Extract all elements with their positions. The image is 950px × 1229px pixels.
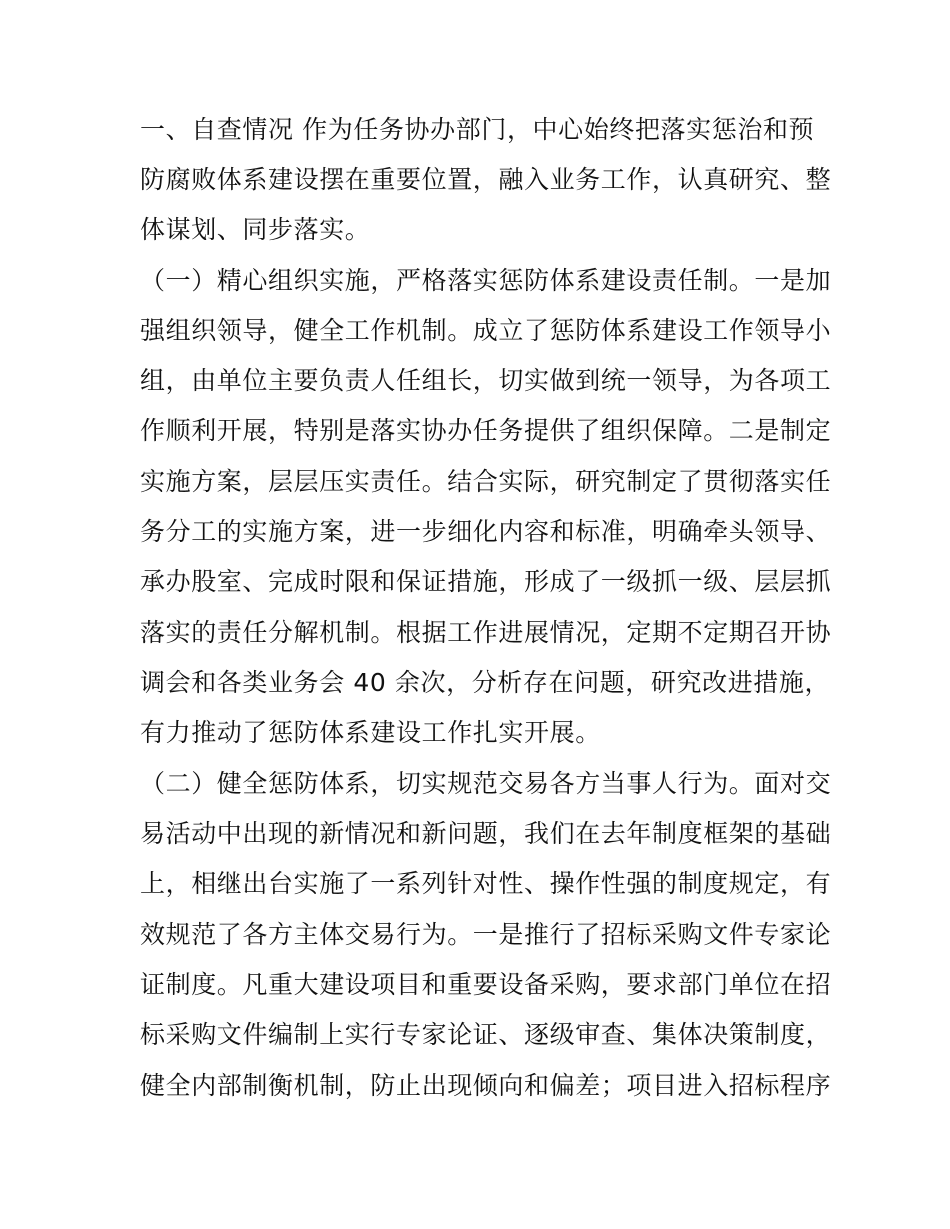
text-line: 上，相继出台实施了一系列针对性、操作性强的制度规定，有 bbox=[140, 869, 832, 898]
text-line: 务分工的实施方案，进一步细化内容和标准，明确牵头领导、 bbox=[140, 517, 832, 546]
text-line: 承办股室、完成时限和保证措施，形成了一级抓一级、层层抓 bbox=[140, 567, 832, 596]
text-line: 作顺利开展，特别是落实协办任务提供了组织保障。二是制定 bbox=[140, 416, 832, 445]
text-line: 组，由单位主要负责人任组长，切实做到统一领导，为各项工 bbox=[140, 366, 832, 395]
text-line: 有力推动了惩防体系建设工作扎实开展。 bbox=[140, 718, 601, 747]
text-line: （一）精心组织实施，严格落实惩防体系建设责任制。一是加 bbox=[140, 266, 832, 295]
text-line: 效规范了各方主体交易行为。一是推行了招标采购文件专家论 bbox=[140, 920, 832, 949]
text-line: 标采购文件编制上实行专家论证、逐级审查、集体决策制度， bbox=[140, 1020, 832, 1049]
text-line: 调会和各类业务会 40 余次，分析存在问题，研究改进措施， bbox=[140, 668, 831, 697]
text-line: 实施方案，层层压实责任。结合实际，研究制定了贯彻落实任 bbox=[140, 467, 832, 496]
text-line: （二）健全惩防体系，切实规范交易各方当事人行为。面对交 bbox=[140, 769, 832, 798]
text-line: 防腐败体系建设摆在重要位置，融入业务工作，认真研究、整 bbox=[140, 165, 832, 194]
text-line: 强组织领导，健全工作机制。成立了惩防体系建设工作领导小 bbox=[140, 316, 832, 345]
text-line: 证制度。凡重大建设项目和重要设备采购，要求部门单位在招 bbox=[140, 970, 832, 999]
text-line: 易活动中出现的新情况和新问题，我们在去年制度框架的基础 bbox=[140, 819, 832, 848]
text-line: 体谋划、同步落实。 bbox=[140, 215, 371, 244]
text-line: 一、自查情况 作为任务协办部门，中心始终把落实惩治和预 bbox=[140, 115, 815, 144]
text-line: 健全内部制衡机制，防止出现倾向和偏差；项目进入招标程序 bbox=[140, 1071, 832, 1100]
text-line: 落实的责任分解机制。根据工作进展情况，定期不定期召开协 bbox=[140, 618, 832, 647]
